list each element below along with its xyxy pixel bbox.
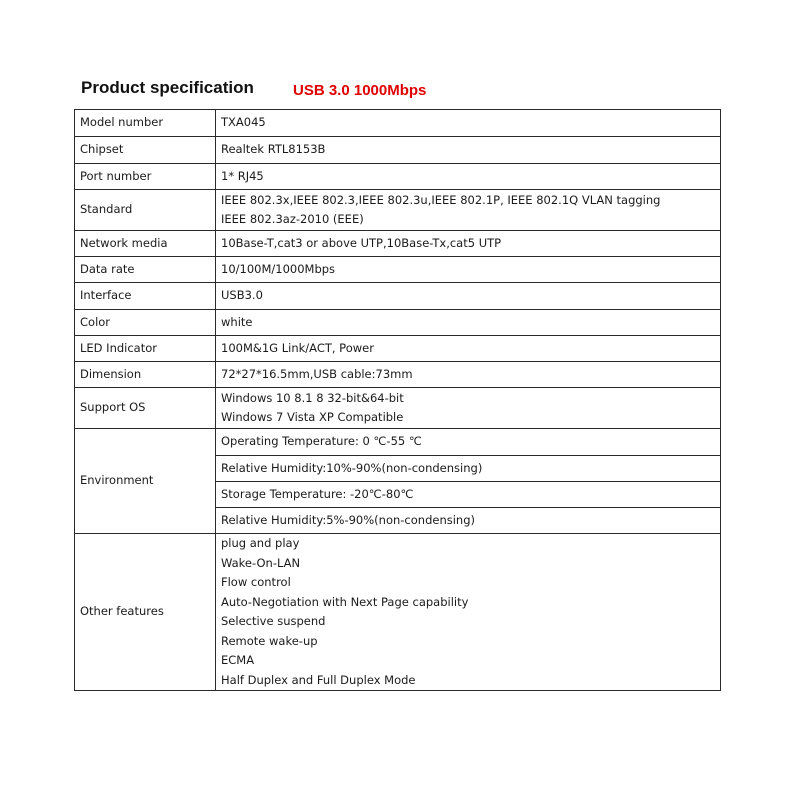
feature-item: Wake-On-LAN [221, 555, 301, 570]
model-number-value: TXA045 [216, 110, 721, 137]
spec-table [74, 109, 721, 691]
environment-value: Storage Temperature: -20℃-80℃ [216, 482, 721, 508]
table-row [75, 257, 721, 283]
color-label: Color [75, 310, 216, 336]
led-indicator-label: LED Indicator [75, 336, 216, 362]
port-number-label: Port number [75, 164, 216, 190]
network-media-value: 10Base-T,cat3 or above UTP,10Base-Tx,cat5 UTP [216, 231, 721, 257]
other-features-value [216, 534, 721, 691]
model-number-label: Model number [75, 110, 216, 137]
feature-item: Half Duplex and Full Duplex Mode [221, 672, 416, 687]
standard-line: IEEE 802.3az-2010 (EEE) [221, 212, 364, 226]
interface-value: USB3.0 [216, 283, 721, 310]
speed-subtitle: USB 3.0 1000Mbps [293, 82, 427, 99]
support-os-label: Support OS [75, 388, 216, 429]
table-row [75, 164, 721, 190]
support-os-value [216, 388, 721, 429]
table-row [75, 534, 721, 691]
port-number-value: 1* RJ45 [216, 164, 721, 190]
network-media-label: Network media [75, 231, 216, 257]
table-row [75, 388, 721, 429]
support-os-line: Windows 10 8.1 8 32-bit&64-bit [221, 390, 404, 405]
page-title: Product specification [81, 78, 254, 97]
environment-value: Operating Temperature: 0 ℃-55 ℃ [216, 429, 721, 456]
support-os-line: Windows 7 Vista XP Compatible [221, 410, 404, 424]
table-row [75, 310, 721, 336]
feature-item: Auto-Negotiation with Next Page capability [221, 594, 469, 609]
dimension-label: Dimension [75, 362, 216, 388]
table-row [75, 283, 721, 310]
table-row [75, 110, 721, 137]
feature-item: Remote wake-up [221, 633, 318, 648]
chipset-label: Chipset [75, 137, 216, 164]
color-value: white [216, 310, 721, 336]
table-row [75, 137, 721, 164]
feature-item: Selective suspend [221, 614, 326, 628]
table-row [75, 190, 721, 231]
interface-label: Interface [75, 283, 216, 310]
led-indicator-value: 100M&1G Link/ACT, Power [216, 336, 721, 362]
environment-value: Relative Humidity:5%-90%(non-condensing) [216, 508, 721, 534]
standard-value [216, 190, 721, 231]
table-row [75, 429, 721, 456]
other-features-label: Other features [75, 534, 216, 691]
environment-label: Environment [75, 429, 216, 534]
table-row [75, 362, 721, 388]
standard-line: IEEE 802.3x,IEEE 802.3,IEEE 802.3u,IEEE 802.1P, IEEE 802.1Q VLAN tagging [221, 192, 661, 207]
data-rate-label: Data rate [75, 257, 216, 283]
feature-item: ECMA [221, 653, 255, 667]
environment-value: Relative Humidity:10%-90%(non-condensing) [216, 456, 721, 482]
standard-label: Standard [75, 190, 216, 231]
data-rate-value: 10/100M/1000Mbps [216, 257, 721, 283]
table-row [75, 231, 721, 257]
feature-item: plug and play [221, 536, 300, 550]
feature-item: Flow control [221, 575, 291, 589]
dimension-value: 72*27*16.5mm,USB cable:73mm [216, 362, 721, 388]
table-row [75, 336, 721, 362]
chipset-value: Realtek RTL8153B [216, 137, 721, 164]
